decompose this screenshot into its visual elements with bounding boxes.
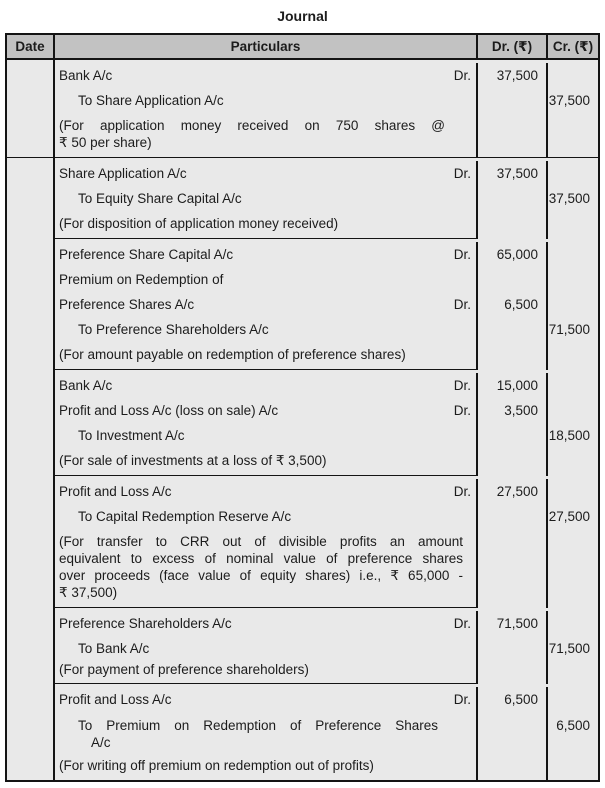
- narration-line: (For transfer to CRR out of divisible profits an amount: [59, 534, 463, 549]
- debit-amount-cell: [478, 504, 548, 529]
- account-line: [59, 292, 476, 317]
- page-title: Journal: [277, 8, 328, 24]
- entry-row: [55, 684, 598, 712]
- account-name: Premium on Redemption of: [59, 272, 224, 287]
- dr-label: Dr.: [453, 166, 471, 181]
- particulars-cell: [55, 479, 478, 504]
- narration-line: (For sale of investments at a loss of ₹ 3,500): [59, 453, 327, 468]
- debit-amount-cell: [478, 113, 548, 157]
- account-line: [78, 186, 476, 211]
- dr-label: Dr.: [453, 68, 471, 83]
- entry-row: [55, 423, 598, 448]
- entry-row: [55, 608, 598, 636]
- particulars-cell: [55, 63, 478, 88]
- debit-amount-cell: [478, 88, 548, 113]
- entry-row: [55, 186, 598, 211]
- entry-group: [7, 158, 598, 780]
- credit-amount-cell: 71,500: [548, 641, 590, 656]
- narration-line: (For writing off premium on redemption out of profits): [59, 758, 374, 773]
- credit-amount-cell: 18,500: [548, 428, 590, 443]
- account-name: Preference Shares A/c: [59, 297, 195, 312]
- credit-amount-cell: [548, 161, 598, 186]
- account-name: Preference Share Capital A/c: [59, 247, 234, 262]
- debit-amount-cell: [478, 317, 548, 342]
- particulars-cell: [55, 373, 478, 398]
- debit-amount-cell: 3,500: [478, 398, 548, 423]
- table-header-row: [7, 35, 598, 60]
- entry-row: [55, 636, 598, 661]
- debit-amount-cell: [478, 342, 548, 370]
- credit-amount-cell: 37,500: [548, 93, 590, 108]
- debit-amount-cell: [478, 753, 548, 780]
- column-header-credit: Cr. (₹): [552, 39, 594, 54]
- debit-amount-cell: 71,500: [478, 611, 548, 636]
- entries-column: [55, 60, 598, 157]
- entry-row: [55, 529, 598, 608]
- account-name: Profit and Loss A/c: [59, 692, 172, 707]
- particulars-cell: [55, 661, 478, 684]
- dr-label: Dr.: [453, 403, 471, 418]
- debit-amount-cell: [478, 661, 548, 684]
- account-name: Profit and Loss A/c: [59, 484, 172, 499]
- narration-line: (For payment of preference shareholders): [59, 662, 309, 677]
- credit-amount-cell: [548, 267, 598, 292]
- credit-amount-cell: [548, 661, 598, 684]
- account-line: [59, 611, 476, 636]
- credit-amount-cell: [548, 611, 598, 636]
- column-header-date: Date: [7, 35, 55, 58]
- particulars-cell: [55, 113, 478, 157]
- entry-row: [55, 239, 598, 267]
- particulars-cell: [55, 186, 478, 211]
- journal-entry: [55, 158, 598, 239]
- dr-label: Dr.: [453, 616, 471, 631]
- particulars-cell: [55, 398, 478, 423]
- credit-amount-cell: [548, 753, 598, 780]
- account-line: [59, 63, 476, 88]
- journal-table: [5, 33, 600, 782]
- entry-row: [55, 267, 598, 292]
- particulars-cell: [55, 292, 478, 317]
- account-name: To Preference Shareholders A/c: [78, 322, 269, 337]
- account-line: [78, 88, 476, 113]
- entry-row: [55, 342, 598, 370]
- narration-line: equivalent to excess of nominal value of preference shares: [59, 551, 463, 566]
- table-body: [7, 60, 598, 780]
- journal-entry: [55, 684, 598, 780]
- account-line: [78, 504, 476, 529]
- entry-row: [55, 88, 598, 113]
- particulars-cell: [55, 504, 478, 529]
- narration-line: ₹ 50 per share): [59, 135, 152, 150]
- particulars-cell: [55, 267, 478, 292]
- account-line: [59, 242, 476, 267]
- date-cell: [7, 60, 55, 157]
- credit-amount-cell: 37,500: [548, 191, 590, 206]
- credit-amount-cell: [548, 211, 598, 239]
- entry-row: [55, 317, 598, 342]
- debit-amount-cell: [478, 423, 548, 448]
- entry-row: [55, 504, 598, 529]
- account-line: [78, 423, 476, 448]
- account-line: [59, 161, 476, 186]
- account-name: To Investment A/c: [78, 428, 185, 443]
- journal-entry: [55, 608, 598, 684]
- entry-row: [55, 158, 598, 186]
- credit-amount-cell: [548, 373, 598, 398]
- account-line: [59, 479, 476, 504]
- credit-amount-cell: 6,500: [556, 718, 590, 733]
- entry-row: [55, 113, 598, 157]
- account-line: [78, 317, 476, 342]
- credit-amount-cell: 27,500: [548, 509, 590, 524]
- debit-amount-cell: 27,500: [478, 479, 548, 504]
- entry-row: [55, 292, 598, 317]
- entry-row: [55, 211, 598, 239]
- entry-row: [55, 370, 598, 398]
- credit-amount-cell: [548, 687, 598, 712]
- entry-row: [55, 476, 598, 504]
- account-name: Share Application A/c: [59, 166, 187, 181]
- credit-amount-cell: [548, 63, 598, 88]
- narration-line: over proceeds (face value of equity shares) i.e., ₹ 65,000 -: [59, 568, 463, 583]
- credit-amount-cell: [548, 113, 598, 157]
- debit-amount-cell: 37,500: [478, 161, 548, 186]
- account-line: [59, 267, 476, 292]
- particulars-cell: [55, 611, 478, 636]
- account-line: [59, 687, 476, 712]
- credit-amount-cell: [548, 479, 598, 504]
- credit-amount-cell: [548, 342, 598, 370]
- particulars-cell: [55, 753, 478, 780]
- debit-amount-cell: [478, 448, 548, 476]
- credit-amount-cell: [548, 398, 598, 423]
- dr-label: Dr.: [453, 692, 471, 707]
- narration-line: ₹ 37,500): [59, 585, 118, 600]
- journal-entry: [55, 60, 598, 157]
- debit-amount-cell: 15,000: [478, 373, 548, 398]
- account-name: To Bank A/c: [78, 641, 150, 656]
- debit-amount-cell: [478, 267, 548, 292]
- column-header-debit: Dr. (₹): [478, 35, 548, 58]
- particulars-cell: [55, 242, 478, 267]
- account-name: Preference Shareholders A/c: [59, 616, 232, 631]
- account-name: Bank A/c: [59, 378, 113, 393]
- entry-row: [55, 661, 598, 684]
- journal-entry: [55, 239, 598, 370]
- entry-row: [55, 398, 598, 423]
- dr-label: Dr.: [453, 378, 471, 393]
- particulars-cell: [55, 161, 478, 186]
- dr-label: Dr.: [453, 484, 471, 499]
- particulars-cell: [55, 712, 478, 753]
- entry-row: [55, 712, 598, 753]
- account-line: [59, 398, 476, 423]
- dr-label: Dr.: [453, 297, 471, 312]
- particulars-cell: [55, 448, 478, 476]
- narration-line: (For application money received on 750 shares @: [59, 118, 445, 133]
- particulars-cell: [55, 687, 478, 712]
- narration-line: (For amount payable on redemption of preference shares): [59, 347, 406, 362]
- account-text-line: A/c: [91, 735, 111, 750]
- credit-amount-cell: 71,500: [548, 322, 590, 337]
- account-name: Profit and Loss A/c (loss on sale) A/c: [59, 403, 279, 418]
- debit-amount-cell: 6,500: [478, 687, 548, 712]
- particulars-cell: [55, 423, 478, 448]
- account-name: To Equity Share Capital A/c: [78, 191, 242, 206]
- account-text-line: To Premium on Redemption of Preference Shares: [78, 718, 438, 733]
- journal-entry: [55, 370, 598, 476]
- account-line: [59, 373, 476, 398]
- credit-amount-cell: [548, 448, 598, 476]
- particulars-cell: [55, 636, 478, 661]
- debit-amount-cell: [478, 186, 548, 211]
- entry-row: [55, 753, 598, 780]
- account-name: To Capital Redemption Reserve A/c: [78, 509, 292, 524]
- credit-amount-cell: [548, 529, 598, 608]
- dr-label: Dr.: [453, 247, 471, 262]
- account-name: Bank A/c: [59, 68, 113, 83]
- account-name: To Share Application A/c: [78, 93, 224, 108]
- credit-amount-cell: [548, 292, 598, 317]
- column-header-particulars: Particulars: [55, 35, 478, 58]
- entry-row: [55, 448, 598, 476]
- particulars-cell: [55, 342, 478, 370]
- entry-row: [55, 60, 598, 88]
- debit-amount-cell: [478, 529, 548, 608]
- debit-amount-cell: [478, 712, 548, 753]
- particulars-cell: [55, 88, 478, 113]
- journal-entry: [55, 476, 598, 608]
- account-line: [78, 636, 476, 661]
- debit-amount-cell: [478, 211, 548, 239]
- particulars-cell: [55, 317, 478, 342]
- entry-group: [7, 60, 598, 158]
- particulars-cell: [55, 211, 478, 239]
- debit-amount-cell: 6,500: [478, 292, 548, 317]
- credit-amount-cell: [548, 242, 598, 267]
- narration-line: (For disposition of application money received): [59, 216, 339, 231]
- particulars-cell: [55, 529, 478, 608]
- entries-column: [55, 158, 598, 780]
- debit-amount-cell: [478, 636, 548, 661]
- debit-amount-cell: 65,000: [478, 242, 548, 267]
- date-cell: [7, 158, 55, 780]
- debit-amount-cell: 37,500: [478, 63, 548, 88]
